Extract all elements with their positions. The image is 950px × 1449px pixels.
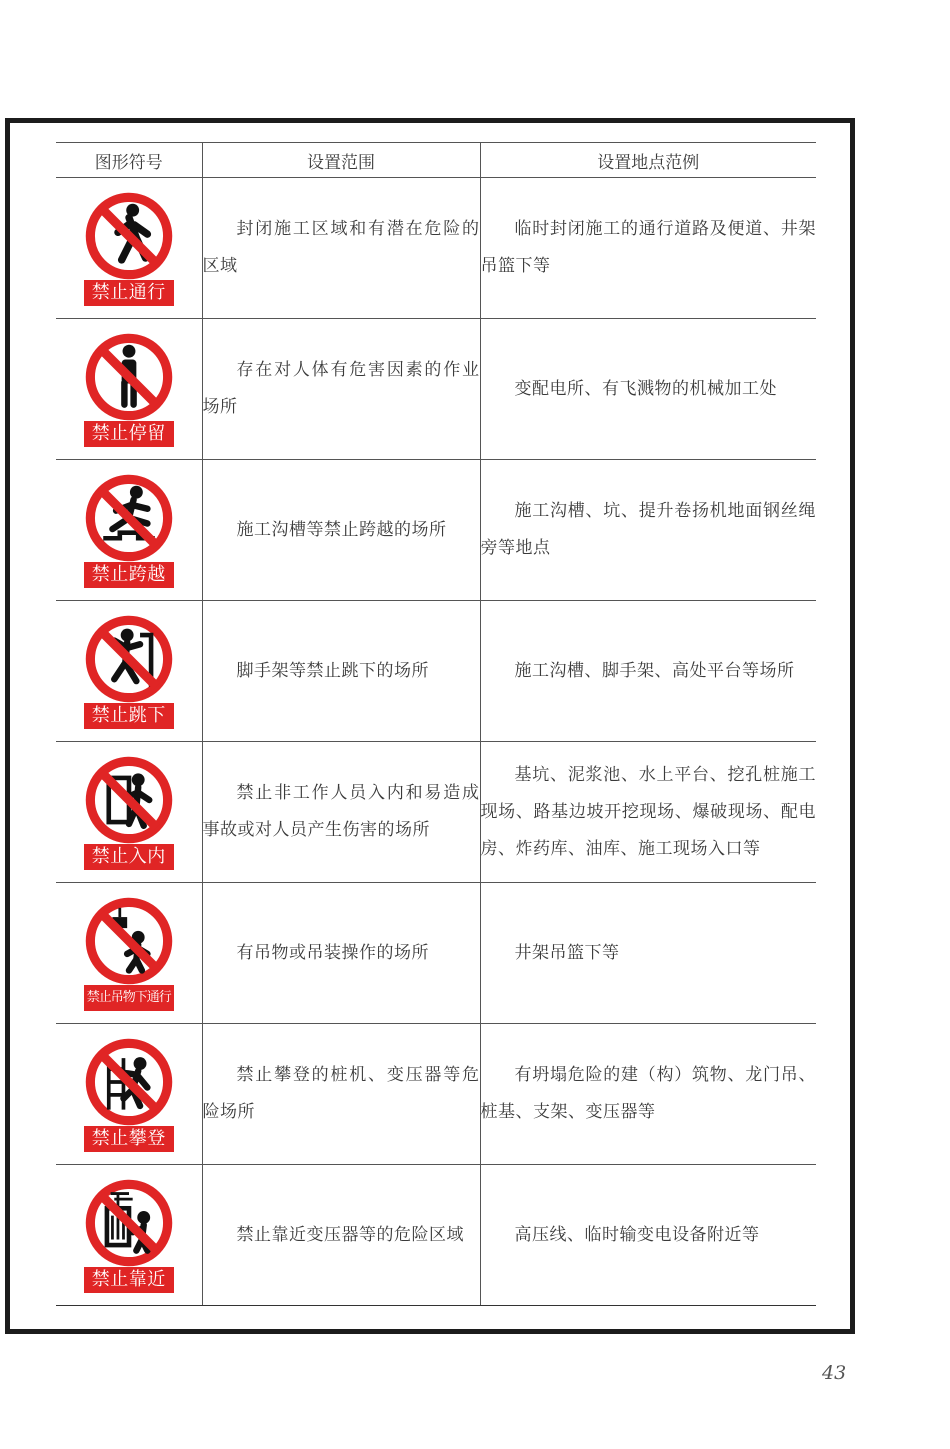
- sign-no-climbing: [83, 1036, 175, 1152]
- page-number: 43: [822, 1362, 847, 1384]
- prohibition-signs-table: [56, 142, 816, 1306]
- table-row: [56, 883, 816, 1024]
- example-text: 变配电所、有飞溅物的机械加工处: [514, 378, 777, 399]
- sign-label: 禁止入内: [84, 844, 174, 870]
- example-text: 有坍塌危险的建（构）筑物、龙门吊、桩基、支架、变压器等: [480, 1065, 816, 1122]
- scope-text: 禁止靠近变压器等的危险区域: [236, 1224, 464, 1245]
- sign-label: 禁止通行: [84, 280, 174, 306]
- page-frame: [5, 118, 855, 1334]
- sign-label: 禁止靠近: [84, 1267, 174, 1293]
- header-scope: 设置范围: [202, 143, 480, 178]
- header-example: 设置地点范例: [480, 143, 816, 178]
- sign-no-jumping: [83, 613, 175, 729]
- no-stopping-icon: [83, 331, 175, 423]
- table-header-row: [56, 143, 816, 178]
- no-climbing-icon: [83, 1036, 175, 1128]
- sign-no-passing-under-load: [83, 895, 175, 1011]
- table-row: [56, 1024, 816, 1165]
- sign-label: 禁止攀登: [84, 1126, 174, 1152]
- no-passing-under-load-icon: [83, 895, 175, 987]
- no-approaching-icon: [83, 1177, 175, 1269]
- sign-no-entry: [83, 754, 175, 870]
- sign-no-crossing: [83, 472, 175, 588]
- scope-text: 存在对人体有危害因素的作业场所: [202, 360, 480, 417]
- table-row: [56, 460, 816, 601]
- scope-text: 禁止非工作人员入内和易造成事故或对人员产生伤害的场所: [202, 783, 480, 840]
- example-text: 临时封闭施工的通行道路及便道、井架吊篮下等: [480, 219, 816, 276]
- table-row: [56, 742, 816, 883]
- example-text: 井架吊篮下等: [514, 942, 620, 963]
- sign-no-approaching: [83, 1177, 175, 1293]
- scope-text: 有吊物或吊装操作的场所: [236, 942, 429, 963]
- scope-text: 脚手架等禁止跳下的场所: [236, 660, 429, 681]
- sign-label: 禁止停留: [84, 421, 174, 447]
- sign-label: 禁止跨越: [84, 562, 174, 588]
- sign-label: 禁止吊物下通行: [84, 985, 174, 1011]
- table-row: [56, 319, 816, 460]
- header-symbol: 图形符号: [56, 143, 202, 178]
- example-text: 基坑、泥浆池、水上平台、挖孔桩施工现场、路基边坡开挖现场、爆破现场、配电房、炸药库、油库、施工现场入口等: [480, 764, 816, 859]
- no-entry-icon: [83, 754, 175, 846]
- table-row: [56, 1165, 816, 1306]
- example-text: 施工沟槽、脚手架、高处平台等场所: [514, 660, 795, 681]
- example-text: 高压线、临时输变电设备附近等: [514, 1224, 760, 1245]
- no-jumping-icon: [83, 613, 175, 705]
- table-row: [56, 178, 816, 319]
- scope-text: 封闭施工区域和有潜在危险的区域: [202, 219, 480, 276]
- example-text: 施工沟槽、坑、提升卷扬机地面钢丝绳旁等地点: [480, 501, 816, 558]
- scope-text: 施工沟槽等禁止跨越的场所: [236, 519, 447, 540]
- sign-label: 禁止跳下: [84, 703, 174, 729]
- sign-no-passage: [83, 190, 175, 306]
- no-passage-icon: [83, 190, 175, 282]
- table-row: [56, 601, 816, 742]
- sign-no-stopping: [83, 331, 175, 447]
- scope-text: 禁止攀登的桩机、变压器等危险场所: [202, 1065, 480, 1122]
- no-crossing-icon: [83, 472, 175, 564]
